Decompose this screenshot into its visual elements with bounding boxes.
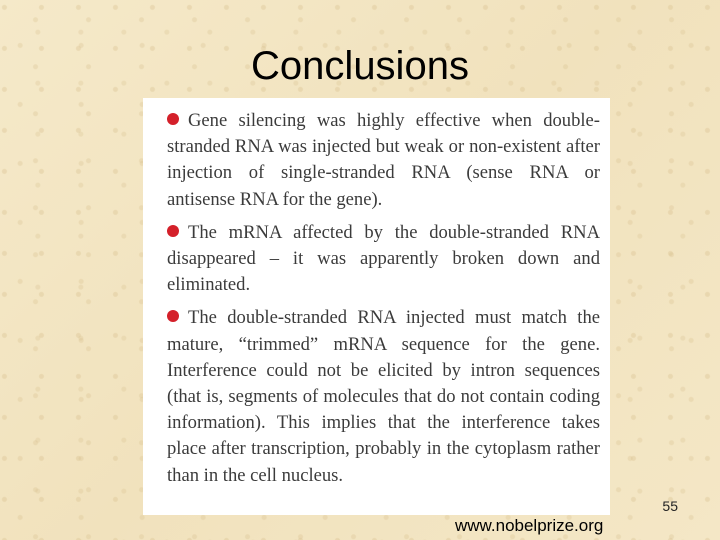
bullet-item	[167, 108, 600, 213]
bullet-text: The double-stranded RNA injected must match the mature, “trimmed” mRNA sequence for the gene. Interference could not be elicited by intron sequences (that is, segments of molecules that do not contain coding information). This implies that the interference takes place after transcription, probably in the cytoplasm rather than in the cell nucleus.	[167, 307, 600, 486]
bullet-text: The mRNA affected by the double-stranded RNA disappeared – it was apparently broken down and eliminated.	[167, 221, 600, 296]
bullet-dot-icon	[167, 310, 179, 322]
source-credit: www.nobelprize.org	[455, 516, 604, 535]
slide-title: Conclusions	[251, 44, 469, 88]
bullet-dot-icon	[167, 113, 179, 125]
conclusions-text-panel	[143, 98, 610, 515]
bullet-text: Gene silencing was highly effective when double-stranded RNA was injected but weak or non-existent after injection of single-stranded RNA (sense RNA or antisense RNA for the gene).	[167, 110, 600, 210]
slide-number: 55	[662, 498, 678, 514]
bullet-item	[167, 220, 600, 299]
bullet-item	[167, 305, 600, 488]
bullet-dot-icon	[167, 225, 179, 237]
